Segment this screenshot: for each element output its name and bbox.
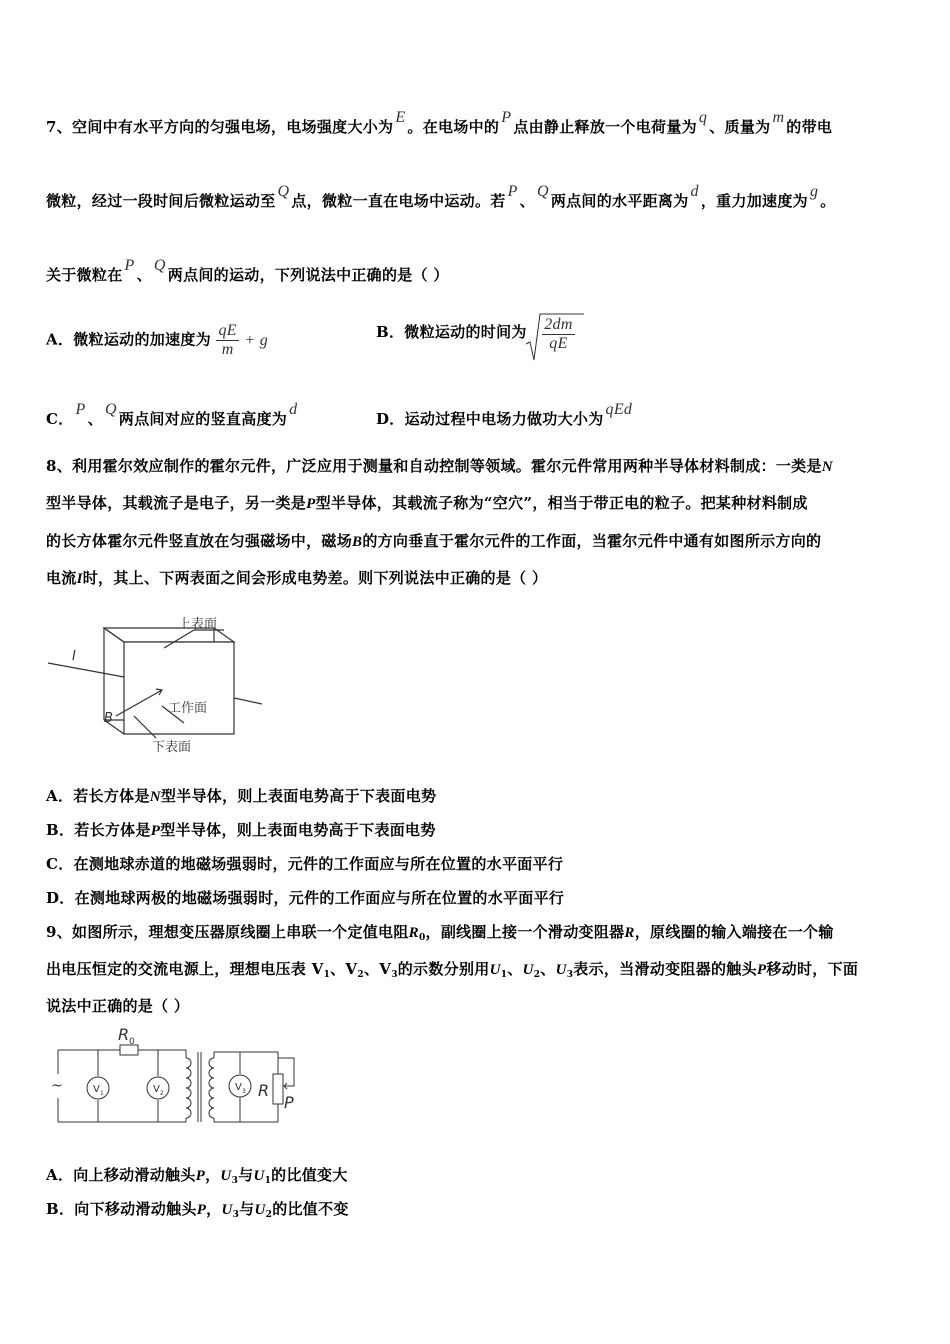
math-Q: Q (277, 183, 290, 200)
label-top-surface: 上表面 (178, 617, 218, 632)
q8-line-1: 8、利用霍尔效应制作的霍尔元件，广泛应用于测量和自动控制等领域。霍尔元件常用两种半导体材料制成：一类是N (46, 457, 833, 475)
q7-line-3: 关于微粒在P、Q两点间的运动，下列说法中正确的是（ ） (46, 257, 449, 284)
math-qEd: qEd (605, 401, 633, 418)
q8-line-3: 的长方体霍尔元件竖直放在匀强磁场中，磁场B的方向垂直于霍尔元件的工作面，当霍尔元件中通有如图所示方向的 (46, 532, 822, 550)
label-V3: V (235, 1082, 242, 1093)
q7-option-b: B．微粒运动的时间为 $\frac{2dm}{qE}$ (376, 316, 575, 353)
math-g: g (809, 183, 819, 200)
math-m: m (772, 109, 785, 126)
q8-line-4: 电流I时，其上、下两表面之间会形成电势差。则下列说法中正确的是（ ） (46, 569, 548, 587)
hall-element-figure (44, 608, 274, 758)
label-R: R (258, 1081, 270, 1100)
label-V1: V (93, 1084, 100, 1095)
label-R0-subscript: 0 (129, 1037, 135, 1047)
q9-option-a: A．向上移动滑动触头P，$U_3$与$U_1$的比值变大 (46, 1166, 348, 1186)
sqrt-2dm-over-qE: $\frac{2dm}{qE}$ (532, 316, 574, 353)
q8-option-c: C．在测地球赤道的地磁场强弱时，元件的工作面应与所在位置的水平面平行 (46, 855, 564, 873)
svg-text:1: 1 (100, 1090, 104, 1097)
svg-text:3: 3 (242, 1088, 246, 1095)
q7-line-2: 微粒，经过一段时间后微粒运动至Q点，微粒一直在电场中运动。若P、Q两点间的水平距离为d，重力加速度为g。 (46, 183, 836, 210)
q7-option-d: D．运动过程中电场力做功大小为qEd (376, 401, 633, 428)
q9-option-b: B．向下移动滑动触头P，$U_3$与$U_2$的比值不变 (46, 1200, 349, 1220)
q9-line-2: 出电压恒定的交流电源上，理想电压表 $V_1$、$V_2$、$V_3$的示数分别用$U_1$、$U_2$、$U_3$表示，当滑动变阻器的触头P移动时，下面 (46, 960, 859, 980)
sqrt-sign-icon (524, 312, 584, 362)
label-P: P (284, 1093, 294, 1112)
label-V2: V (153, 1084, 160, 1095)
label-work-surface: 工作面 (168, 701, 208, 716)
q8-option-b: B．若长方体是P型半导体，则上表面电势高于下表面电势 (46, 821, 436, 839)
svg-text:2: 2 (160, 1090, 164, 1097)
math-d: d (690, 183, 699, 200)
q8-option-a: A．若长方体是N型半导体，则上表面电势高于下表面电势 (46, 787, 437, 805)
q7-option-a: A．微粒运动的加速度为 $\frac{qE}{m}$ + g (46, 322, 269, 358)
fraction-qE-over-m: $\frac{qE}{m}$ (218, 322, 237, 358)
transformer-circuit-figure (48, 1024, 310, 1128)
q9-line-1: 9、如图所示，理想变压器原线圈上串联一个定值电阻$R_0$，副线圈上接一个滑动变阻器R，原线圈的输入端接在一个输 (46, 923, 834, 943)
q8-option-d: D．在测地球两极的地磁场强弱时，元件的工作面应与所在位置的水平面平行 (46, 889, 565, 907)
label-B: B (104, 711, 113, 726)
label-bottom-surface: 下表面 (152, 740, 192, 755)
q7-option-c: C．P、Q两点间对应的竖直高度为d (46, 401, 298, 428)
label-I: I (72, 649, 76, 664)
math-q: q (698, 109, 708, 126)
math-P: P (501, 109, 512, 126)
label-R0: R (118, 1025, 130, 1044)
q7-line-1: 7、空间中有水平方向的匀强电场，电场强度大小为E。在电场中的P点由静止释放一个电荷量为q、质量为m的带电 (46, 109, 833, 136)
current-line (48, 663, 124, 677)
q9-line-3: 说法中正确的是（ ） (46, 997, 190, 1015)
q8-line-2: 型半导体，其载流子是电子，另一类是P型半导体，其载流子称为“空穴”，相当于带正电的粒子。把某种材料制成 (46, 494, 808, 512)
math-E: E (395, 109, 406, 126)
ac-source-symbol: ~ (51, 1078, 63, 1094)
rheostat-R (273, 1074, 283, 1104)
